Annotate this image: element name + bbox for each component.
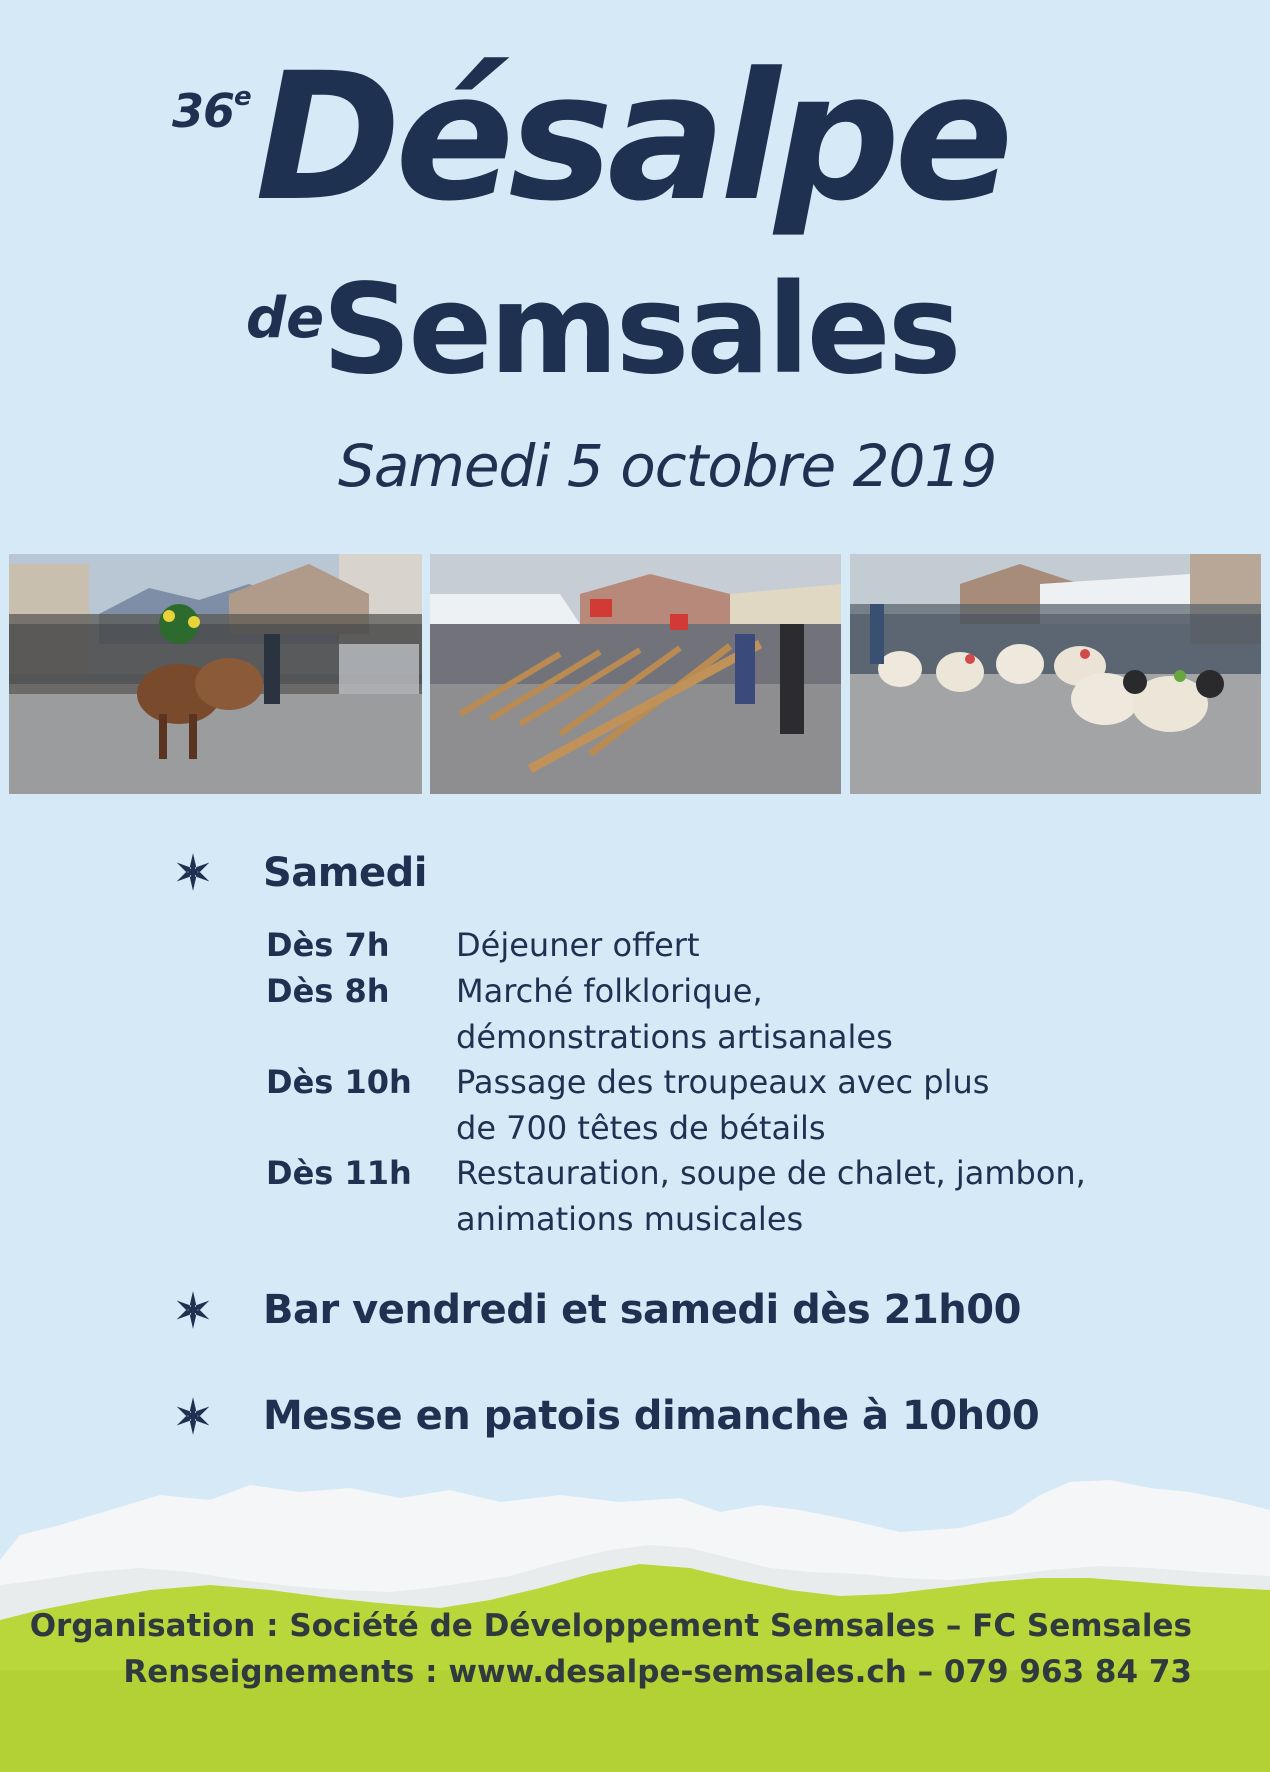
schedule-description: Déjeuner offert [456, 926, 700, 964]
schedule-description: Marché folklorique, [456, 972, 763, 1010]
edition-suffix: e [234, 81, 251, 112]
schedule-description: Restauration, soupe de chalet, jambon, [456, 1154, 1086, 1192]
schedule-description: Passage des troupeaux avec plus [456, 1063, 990, 1101]
schedule-time: Dès 10h [266, 1063, 412, 1101]
mass-info: Messe en patois dimanche à 10h00 [263, 1393, 1040, 1439]
edition-number: 36e [172, 81, 251, 138]
town-name: Semsales [322, 258, 959, 402]
organisation-credit: Organisation : Société de Développement Semsales – FC Semsales [29, 1608, 1192, 1644]
bar-hours: Bar vendredi et samedi dès 21h00 [263, 1287, 1021, 1333]
schedule-description-continued: démonstrations artisanales [456, 1018, 893, 1056]
schedule-time: Dès 11h [266, 1154, 412, 1192]
section-heading-saturday: Samedi [263, 850, 427, 896]
event-title: Désalpe [255, 35, 1008, 240]
sheep-herd-photo [850, 554, 1261, 794]
edelweiss-icon [172, 851, 214, 893]
cow-parade-photo [9, 554, 422, 794]
schedule-time: Dès 7h [266, 926, 390, 964]
schedule-description-continued: animations musicales [456, 1200, 804, 1238]
edelweiss-icon [172, 1395, 214, 1437]
schedule-description-continued: de 700 têtes de bétails [456, 1109, 826, 1147]
mountain-landscape [0, 1440, 1270, 1772]
title-connector: de [246, 286, 325, 351]
alphorn-players-photo [430, 554, 841, 794]
photo-strip [9, 554, 1261, 794]
edelweiss-icon [172, 1289, 214, 1331]
event-date: Samedi 5 octobre 2019 [338, 432, 997, 500]
contact-info: Renseignements : www.desalpe-semsales.ch – 079 963 84 73 [123, 1654, 1192, 1690]
schedule-time: Dès 8h [266, 972, 390, 1010]
